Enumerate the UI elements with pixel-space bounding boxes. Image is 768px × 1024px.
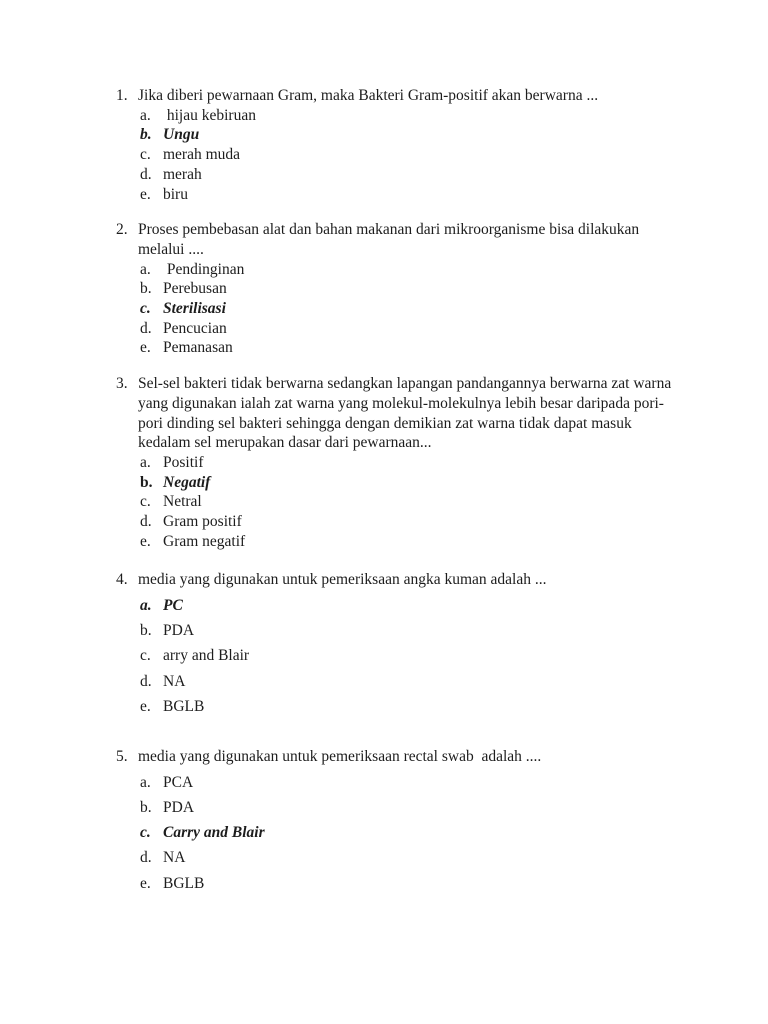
option-text: Perebusan <box>163 280 227 298</box>
question-number: 4. <box>116 571 128 589</box>
question-number: 5. <box>116 748 128 766</box>
option-letter: d. <box>140 513 152 531</box>
question-stem <box>116 567 716 592</box>
option-row <box>116 512 716 532</box>
option-text: merah <box>163 165 202 183</box>
question-stem <box>116 86 716 106</box>
option-text: Pendinginan <box>163 260 245 278</box>
question-text <box>138 220 716 259</box>
question-text-line: melalui .... <box>138 240 204 258</box>
option-row <box>116 279 716 299</box>
question-text <box>138 744 716 769</box>
question-text <box>138 86 716 106</box>
option-letter: c. <box>140 493 151 511</box>
option-letter: a. <box>140 596 152 614</box>
question-block <box>116 567 716 719</box>
question-text-line: kedalam sel merupakan dasar dari pewarnaan... <box>138 434 432 452</box>
question-block <box>116 374 716 551</box>
option-letter: e. <box>140 339 151 357</box>
option-letter: a. <box>140 106 151 124</box>
option-letter: d. <box>140 672 152 690</box>
question-text <box>138 567 716 592</box>
option-letter: e. <box>140 697 151 715</box>
option-letter: e. <box>140 185 151 203</box>
option-row <box>116 106 716 126</box>
question-stem <box>116 220 716 259</box>
option-text: Carry and Blair <box>163 824 265 842</box>
option-row <box>116 319 716 339</box>
option-letter: d. <box>140 165 152 183</box>
option-row <box>116 492 716 512</box>
option-row <box>116 145 716 165</box>
option-row <box>116 453 716 473</box>
option-letter: a. <box>140 260 151 278</box>
question-number: 1. <box>116 87 128 104</box>
option-text: hijau kebiruan <box>163 106 256 124</box>
answer-option-row <box>116 593 716 618</box>
option-text: Pencucian <box>163 319 227 337</box>
question-block <box>116 744 716 896</box>
option-letter: b. <box>140 622 152 640</box>
option-row <box>116 260 716 280</box>
option-row <box>116 845 716 870</box>
option-text: Netral <box>163 493 202 511</box>
option-letter: c. <box>140 647 151 665</box>
answer-option-row <box>116 820 716 845</box>
question-text-line: Proses pembebasan alat dan bahan makanan dari mikroorganisme bisa dilakukan <box>138 221 640 239</box>
option-text: BGLB <box>163 697 205 715</box>
option-letter: a. <box>140 453 151 471</box>
option-letter: b. <box>140 798 152 816</box>
option-text: biru <box>163 185 188 203</box>
option-letter: e. <box>140 532 151 550</box>
option-text: Sterilisasi <box>163 300 226 318</box>
option-text: NA <box>163 849 186 867</box>
question-block <box>116 86 716 204</box>
option-row <box>116 871 716 896</box>
option-text: Pemanasan <box>163 339 233 357</box>
option-text: Gram positif <box>163 513 242 531</box>
option-letter: c. <box>140 300 151 318</box>
question-block <box>116 220 716 358</box>
option-row <box>116 618 716 643</box>
option-row <box>116 643 716 668</box>
option-letter: d. <box>140 319 152 337</box>
option-row <box>116 795 716 820</box>
answer-option-row <box>116 125 716 145</box>
question-text-line: media yang digunakan untuk pemeriksaan rectal swab adalah .... <box>138 748 542 766</box>
option-row <box>116 694 716 719</box>
option-text: PDA <box>163 622 195 640</box>
option-row <box>116 669 716 694</box>
option-letter: e. <box>140 874 151 892</box>
option-row <box>116 532 716 552</box>
option-text: PC <box>163 596 183 614</box>
option-letter: b. <box>140 126 152 144</box>
option-letter: b. <box>140 280 152 298</box>
question-stem <box>116 374 716 453</box>
option-letter: c. <box>140 146 151 164</box>
question-text <box>138 374 716 453</box>
option-text: PDA <box>163 798 195 816</box>
answer-option-row <box>116 473 716 493</box>
question-text-line: yang digunakan ialah zat warna yang molekul-molekulnya lebih besar daripada pori- <box>138 394 664 412</box>
question-text-line: Jika diberi pewarnaan Gram, maka Bakteri Gram-positif akan berwarna ... <box>138 87 599 104</box>
option-text: PCA <box>163 773 194 791</box>
option-text: merah muda <box>163 146 241 164</box>
question-number: 3. <box>116 375 128 393</box>
option-text: Ungu <box>163 126 200 144</box>
option-letter: d. <box>140 849 152 867</box>
option-letter: a. <box>140 773 151 791</box>
question-text-line: Sel-sel bakteri tidak berwarna sedangkan lapangan pandangannya berwarna zat warna <box>138 375 672 393</box>
question-text-line: pori dinding sel bakteri sehingga dengan demikian zat warna tidak dapat masuk <box>138 414 632 432</box>
option-row <box>116 185 716 205</box>
option-row <box>116 338 716 358</box>
option-text: arry and Blair <box>163 647 250 665</box>
question-text-line: media yang digunakan untuk pemeriksaan angka kuman adalah ... <box>138 571 547 589</box>
option-text: BGLB <box>163 874 205 892</box>
option-letter: b. <box>140 473 153 491</box>
question-number: 2. <box>116 221 128 239</box>
option-letter: c. <box>140 824 151 842</box>
option-text: Gram negatif <box>163 532 246 550</box>
option-text: Positif <box>163 453 204 471</box>
option-row <box>116 770 716 795</box>
answer-option-row <box>116 299 716 319</box>
option-text: Negatif <box>163 473 211 491</box>
quiz-question-list <box>116 86 716 921</box>
option-row <box>116 165 716 185</box>
question-stem <box>116 744 716 769</box>
option-text: NA <box>163 672 186 690</box>
